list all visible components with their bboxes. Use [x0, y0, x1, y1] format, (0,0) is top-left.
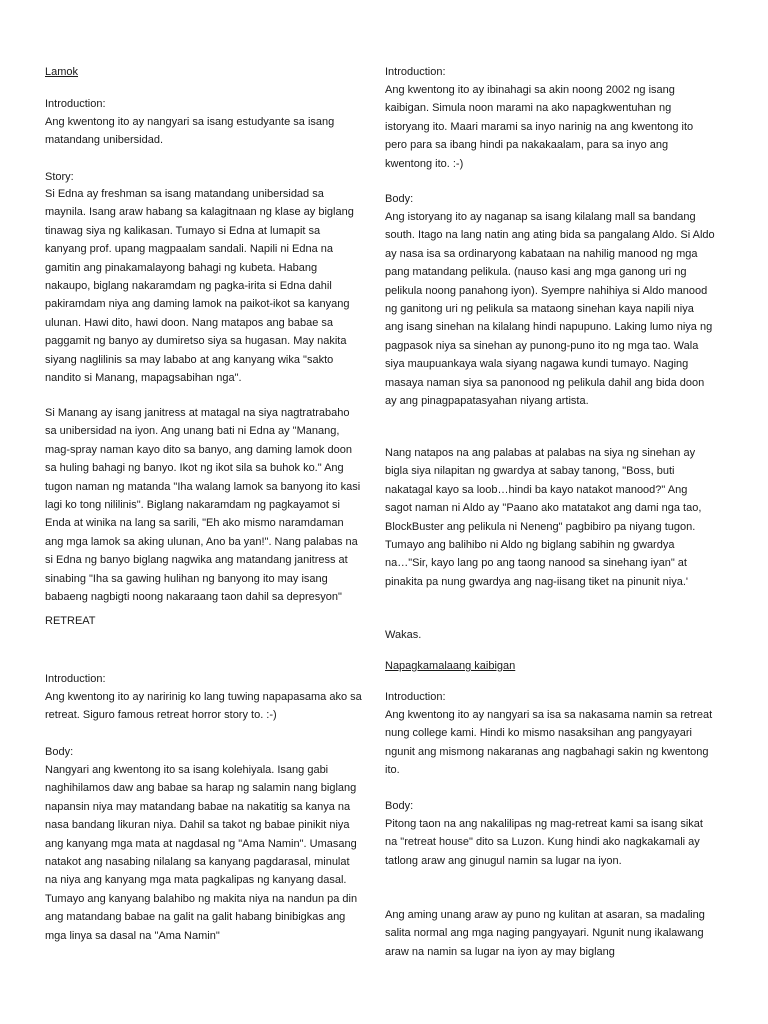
- body-label: Body:: [45, 746, 74, 758]
- body-label: Body:: [385, 800, 414, 812]
- story-title-napagkamalaang-kaibigan: Napagkamalaang kaibigan: [385, 660, 516, 672]
- body-paragraph: Nangyari ang kwentong ito sa isang kolehiyala. Isang gabi naghihilamos daw ang babae sa harap ng salamin nang biglang napansin niya may matandang babae na nakatitig sa kanya na nasa bandang likuran niya. Dahil sa takot ng babae pinikit niya ang kanyang mga mata at nagdasal ng "Ama Namin". Umasang natakot ang nasabing nilalang sa kanyang pagdarasal, minulat na niya ang kanyang mga mata pagkalipas ng kanyang dasal. Tumayo ang kanyang balahibo ng makita niya na nandun pa din ang matandang babae na galit na galit habang binibigkas ang mga linya sa dasal na "Ama Namin": [45, 764, 358, 942]
- intro-paragraph: Ang kwentong ito ay ibinahagi sa akin noong 2002 ng isang kaibigan. Simula noon marami na ako napagkwentuhan ng istoryang ito. Maari marami sa inyo narinig na ang kwentong ito pero para sa ibang hindi pa nakakaalam, para sa inyo ang kwentong ito. :-): [385, 84, 694, 170]
- body-label: Body:: [385, 193, 414, 205]
- story-paragraph: Si Edna ay freshman sa isang matandang unibersidad sa maynila. Isang araw habang sa kalagitnaan ng klase ay biglang tinawag siya ng kalikasan. Tumayo si Edna at lumapit sa kanyang prof. upang magpaalam sandali. Napili ni Edna na gamitin ang pinakamalayong bahagi ng kubeta. Habang nakaupo, biglang nakaramdam ng pagka-irita si Edna dahil pakiramdam niya ang daming lamok na paikot-ikot sa kanyang ulunan. Hawi dito, hawi doon. Nang matapos ang babae sa paggamit ng banyo ay dumiretso siya sa hugasan. May nakita siyang naglilinis sa may lababo at ang kanyang wika "sakto nandito si Manang, mapagsabihan nga".: [45, 188, 354, 385]
- body-paragraph: Ang aming unang araw ay puno ng kulitan at asaran, sa madaling salita normal ang mga naging pangyayari. Ngunit nung ikalawang araw na namin sa lugar na iyon ay may biglang: [385, 909, 705, 958]
- story-paragraph: Nang natapos na ang palabas at palabas na siya ng sinehan ay bigla siya nilapitan ng gwardya at sabay tanong, "Boss, buti nakatagal kayo sa loob…hindi ba kayo natakot manood?" Ang sagot naman ni Aldo ay "Paano ako matatakot ang dami nga tao, BlockBuster ang pelikula ni Neneng" pagbibiro pa niyang tugon. Tumayo ang balihibo ni Aldo ng biglang sabihin ng gwardya na…"Sir, kayo lang po ang taong nanood sa sinehang iyan" at pinakita pa nung gwardya ang nag-iisang tiket na pinunit niya.': [385, 447, 702, 588]
- body-paragraph: Pitong taon na ang nakalilipas ng mag-retreat kami sa isang sikat na "retreat house" dito sa Luzon. Kung hindi ako nagkakamali ay tatlong araw ang ginugul namin sa lugar na iyon.: [385, 818, 703, 867]
- story-label: Story:: [45, 171, 74, 183]
- intro-label: Introduction:: [45, 98, 106, 110]
- intro-paragraph: Ang kwentong ito ay nangyari sa isang estudyante sa isang matandang unibersidad.: [45, 116, 335, 147]
- story-title-lamok: Lamok: [45, 66, 79, 78]
- story-ending: Wakas.: [385, 629, 422, 641]
- intro-label: Introduction:: [385, 66, 446, 78]
- story-title-retreat: RETREAT: [45, 615, 96, 627]
- story-paragraph: Si Manang ay isang janitress at matagal na siya nagtratrabaho sa unibersidad na iyon. Ang unang bati ni Edna ay "Manang, mag-spray naman kayo dito sa banyo, ang daming lamok doon sa huling bahagi ng banyo. Ikot ng ikot sila sa buhok ko." Ang tugon naman ng matanda "Iha walang lamok sa banyong ito kasi lagi ko tong nililinis". Biglang nakaramdam ng pagkayamot si Enda at winika na lang sa sarili, "Eh ako mismo naramdaman ang mga lamok sa aking ulunan, Ano ba yan!". Nang palabas na si Edna ng banyo biglang nagwika ang matandang janitress at sinabing "Iha sa gawing hulihan ng banyong ito may isang babaeng nagbigti noong nakaraang taon dahil sa depresyon": [45, 407, 361, 604]
- intro-label: Introduction:: [45, 673, 106, 685]
- intro-label: Introduction:: [385, 691, 446, 703]
- body-paragraph: Ang istoryang ito ay naganap sa isang kilalang mall sa bandang south. Itago na lang natin ang ating bida sa pangalang Aldo. Si Aldo ay nasa isa sa ordinaryong kabataan na nahilig manood ng mga pang matandang pelikula. (nauso kasi ang mga ganong uri ng pelikula noong panahong iyon). Syempre nahihiya si Aldo manood ng ganitong uri ng pelikula sa mataong sinehan kaya napili niya ang isang sinehan na kilalang hindi napupuno. Laking lumo niya ng pagpasok niya sa sinehan ay punong-puno ito ng mga tao. Wala siya maupuankaya wala siyang nagawa kundi tumayo. Naging masaya naman siya sa panonood ng pelikula dahil ang bida doon ay ang pinagpapatasyahan niyang artista.: [385, 211, 715, 408]
- intro-paragraph: Ang kwentong ito ay naririnig ko lang tuwing napapasama ako sa retreat. Siguro famous retreat horror story to. :-): [45, 691, 362, 722]
- intro-paragraph: Ang kwentong ito ay nangyari sa isa sa nakasama namin sa retreat nung college kami. Hindi ko mismo nasaksihan ang pangyayari ngunit ang mismong nakaranas ang nagbahagi sakin ng kwentong ito.: [385, 709, 713, 777]
